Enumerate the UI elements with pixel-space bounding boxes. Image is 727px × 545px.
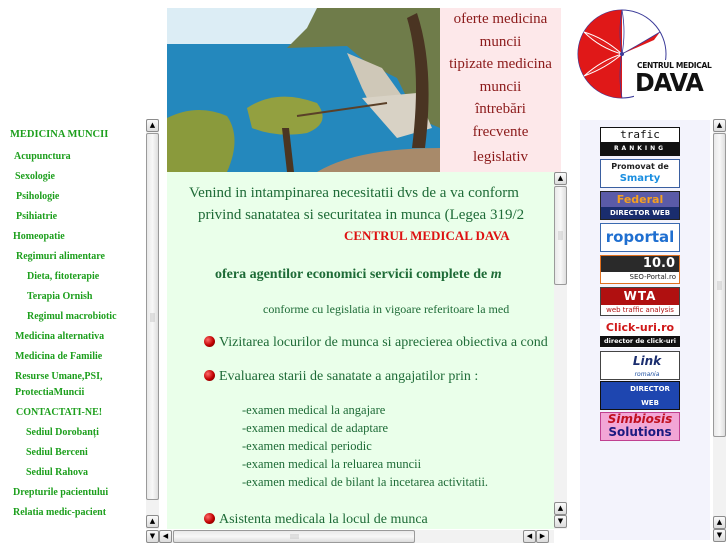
banner-text: Solutions bbox=[608, 425, 672, 439]
red-bullet-icon bbox=[204, 336, 215, 347]
exam-item: -examen medical periodic bbox=[242, 439, 372, 453]
banner-text: WTA bbox=[623, 289, 657, 303]
nav-homeopatie[interactable]: Homeopatie bbox=[13, 231, 65, 242]
banner-text: roportal bbox=[605, 228, 675, 246]
offer-heading bbox=[215, 267, 502, 283]
offer-italic: m bbox=[490, 267, 502, 282]
right-frame-scrollbar[interactable] bbox=[713, 119, 726, 539]
red-bullet-icon bbox=[204, 513, 215, 524]
link-intrebari-frecvente[interactable] bbox=[440, 98, 561, 143]
horizontal-scrollbar-thumb[interactable] bbox=[173, 530, 415, 543]
banner-text: director de click-uri bbox=[600, 336, 680, 347]
banner-text: Smarty bbox=[619, 173, 661, 184]
nav-terapia-ornish[interactable]: Terapia Ornish bbox=[27, 291, 93, 302]
banner-federal[interactable] bbox=[600, 191, 680, 220]
banner-text: web traffic analysis bbox=[601, 305, 679, 315]
nav-resurse-umane[interactable]: Resurse Umane,PSI, bbox=[15, 371, 103, 382]
nav-drepturile-pacientului[interactable]: Drepturile pacientului bbox=[13, 487, 109, 498]
nav-psihiatrie[interactable]: Psihiatrie bbox=[16, 211, 58, 222]
nav-regimuri-alimentare[interactable]: Regimuri alimentare bbox=[16, 251, 105, 262]
main-horizontal-scrollbar[interactable] bbox=[159, 530, 554, 543]
nav-relatia-medic-pacient[interactable]: Relatia medic-pacient bbox=[13, 507, 107, 518]
nav-sediul-dorobanti[interactable]: Sediul Dorobanți bbox=[26, 427, 99, 438]
nav-sediul-berceni[interactable]: Sediul Berceni bbox=[26, 447, 88, 458]
brand-title: CENTRUL MEDICAL DAVA bbox=[344, 228, 510, 243]
banner-text: Click-uri.ro bbox=[605, 321, 675, 334]
nav-protectia-muncii[interactable]: ProtectiaMuncii bbox=[15, 387, 85, 398]
banner-trafic-ranking[interactable] bbox=[600, 127, 680, 156]
link-line: tipizate medicina bbox=[449, 56, 552, 72]
coastline-image bbox=[167, 8, 440, 172]
link-tipizate-medicina-muncii[interactable] bbox=[440, 53, 561, 98]
main-content-frame bbox=[167, 172, 554, 529]
banner-roportal[interactable] bbox=[600, 223, 680, 252]
scroll-up-button-bottom[interactable]: ▲ bbox=[713, 516, 726, 529]
nav-dieta-fitoterapie[interactable]: Dieta, fitoterapie bbox=[27, 271, 100, 282]
nav-regimul-macrobiotic[interactable]: Regimul macrobiotic bbox=[27, 311, 117, 322]
banner-click-uri[interactable] bbox=[600, 319, 680, 348]
scroll-down-button[interactable]: ▼ bbox=[554, 515, 567, 528]
offer-text: ofera agentilor economici servicii complete de bbox=[215, 267, 491, 282]
bullet-item-2 bbox=[204, 369, 478, 385]
banner-wta[interactable] bbox=[600, 287, 680, 316]
bullet-text: Asistenta medicala la locul de munca bbox=[219, 512, 428, 527]
banner-einformatii[interactable] bbox=[600, 381, 680, 410]
scroll-down-button[interactable]: ▼ bbox=[713, 529, 726, 542]
nav-acupunctura[interactable]: Acupunctura bbox=[14, 151, 71, 162]
exam-item: -examen medical la angajare bbox=[242, 403, 386, 417]
header-photo-coastline bbox=[167, 8, 440, 172]
nav-medicina-muncii[interactable]: MEDICINA MUNCII bbox=[10, 129, 109, 140]
banner-text: Link bbox=[632, 354, 662, 368]
left-nav-frame bbox=[0, 120, 145, 540]
scrollbar-thumb[interactable] bbox=[554, 186, 567, 285]
banner-text: RANKING bbox=[601, 142, 679, 155]
scroll-up-button-bottom[interactable]: ▲ bbox=[146, 515, 159, 528]
banner-link-web[interactable] bbox=[600, 351, 680, 380]
banner-text: DIRECTOR WEB bbox=[601, 207, 679, 219]
red-bullet-icon bbox=[204, 370, 215, 381]
nav-sediul-rahova[interactable]: Sediul Rahova bbox=[26, 467, 88, 478]
scroll-up-button[interactable]: ▲ bbox=[146, 119, 159, 132]
scroll-up-button[interactable]: ▲ bbox=[713, 119, 726, 132]
main-content-scrollbar[interactable] bbox=[554, 172, 567, 529]
exam-item: -examen medical de bilant la incetarea activitatii. bbox=[242, 475, 489, 489]
bullet-text: Evaluarea starii de sanatate a angajatilor prin : bbox=[219, 369, 479, 384]
nav-medicina-de-familie[interactable]: Medicina de Familie bbox=[15, 351, 103, 362]
link-line: frecvente bbox=[472, 123, 529, 140]
exam-item: -examen medical la reluarea muncii bbox=[242, 457, 422, 471]
bullet-text: Vizitarea locurilor de munca si aprecierea obiectiva a cond bbox=[219, 335, 548, 350]
right-banners-frame bbox=[580, 120, 710, 540]
logo-text-line1: CENTRUL MEDICAL bbox=[637, 61, 712, 70]
scroll-up-button[interactable]: ▲ bbox=[554, 172, 567, 185]
nav-psihologie[interactable]: Psihologie bbox=[16, 191, 60, 202]
logo-text-dava: DAVA bbox=[635, 68, 703, 97]
link-line: muncii bbox=[479, 33, 522, 50]
link-line: oferte medicina bbox=[453, 11, 548, 27]
left-nav-scrollbar[interactable] bbox=[146, 119, 159, 529]
exam-item: -examen medical de adaptare bbox=[242, 421, 389, 435]
scrollbar-thumb[interactable] bbox=[713, 133, 726, 437]
banner-smarty[interactable] bbox=[600, 159, 680, 188]
link-oferte-medicina-muncii[interactable] bbox=[440, 8, 561, 53]
scrollbar-thumb[interactable] bbox=[146, 133, 159, 500]
banner-text: trafic bbox=[620, 128, 660, 141]
scroll-down-button[interactable]: ▼ bbox=[146, 530, 159, 543]
top-links-panel bbox=[440, 8, 561, 172]
banner-text: Simbiosis bbox=[607, 412, 673, 426]
banner-text: SEO-Portal.ro bbox=[601, 272, 679, 283]
banner-simbiosis[interactable] bbox=[600, 412, 680, 441]
intro-line-1: Venind in intampinarea necesitatii dvs de a va conform bbox=[189, 185, 519, 201]
banner-seo-portal[interactable] bbox=[600, 255, 680, 284]
nav-medicina-alternativa[interactable]: Medicina alternativa bbox=[15, 331, 105, 342]
nav-contactati-ne[interactable]: CONTACTATI-NE! bbox=[16, 407, 103, 418]
bullet-item-1 bbox=[204, 335, 548, 351]
scroll-up-button-bottom[interactable]: ▲ bbox=[554, 502, 567, 515]
banner-text: 10.0 bbox=[642, 256, 675, 271]
banner-text: Federal bbox=[616, 193, 664, 206]
scroll-left-button-end[interactable]: ◀ bbox=[523, 530, 536, 543]
conform-text: conforme cu legislatia in vigoare referitoare la med bbox=[263, 302, 510, 316]
link-line: muncii bbox=[479, 78, 522, 95]
nav-sexologie[interactable]: Sexologie bbox=[15, 171, 55, 182]
bullet-item-3 bbox=[204, 512, 428, 528]
scroll-right-button[interactable]: ▶ bbox=[536, 530, 549, 543]
banner-text: Promovat de bbox=[611, 162, 669, 171]
scroll-left-button[interactable]: ◀ bbox=[159, 530, 172, 543]
link-line: întrebări bbox=[475, 101, 526, 117]
intro-line-2: privind sanatatea si securitatea in munca (Legea 319/2 bbox=[198, 207, 525, 223]
centrul-medical-dava-logo[interactable] bbox=[576, 8, 712, 103]
link-legislativ[interactable]: legislativ bbox=[473, 149, 528, 165]
banner-text: romania bbox=[634, 371, 660, 378]
banner-text: DIRECTOR WEB bbox=[630, 385, 670, 407]
